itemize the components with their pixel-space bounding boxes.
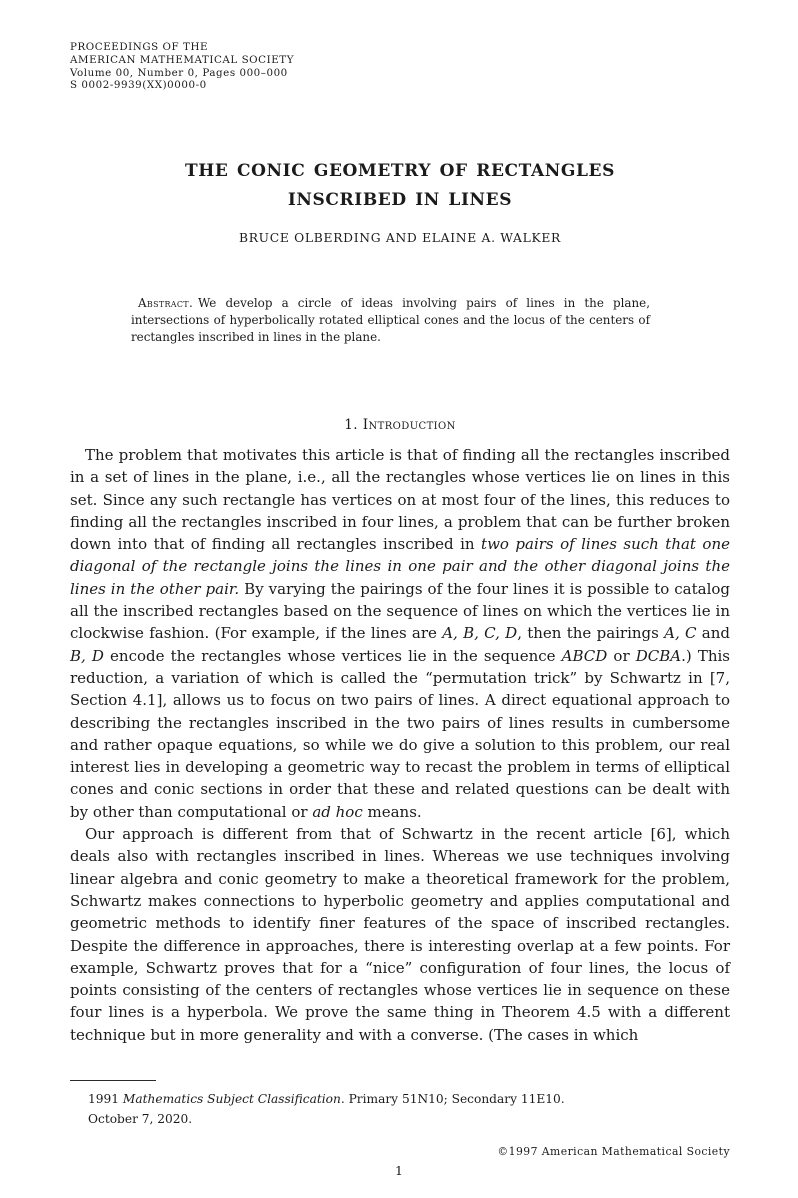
math-segment: ABCD [561, 646, 608, 665]
paper-title-line-2: INSCRIBED IN LINES [287, 190, 513, 211]
math-segment: DCBA [635, 646, 682, 665]
text-segment: Our approach is different from that of Schwartz in the recent article [6], which deals also with rectangles inscribed in lines. Whereas we use techniques involving linear algebra and conic geometry to make a theoretical framework for the problem, Schwartz makes connections to hyperbolic geometry and applies computational and geometric methods to identify finer features of the space of inscribed rectangles. Despite the difference in approaches, there is interesting overlap at a few points. For example, Schwartz proves that for a “nice” configuration of four lines, the locus of points consisting of the centers of rectangles whose vertices lie in sequence on these four lines is a hyperbola. We prove the same thing in Theorem 4.5 with a different technique but in more generality and with a converse. (The cases in which [70, 825, 730, 1044]
abstract [131, 295, 650, 347]
intro-paragraph-2 [70, 823, 730, 1046]
authors-line: BRUCE OLBERDING AND ELAINE A. WALKER [238, 231, 561, 245]
text-segment-italic: two pairs of lines such that one diagonal of the rectangle joins the lines in one pair and the other diagonal joins the lines in the other pair. [70, 535, 730, 598]
journal-volume-line: Volume 00, Number 0, Pages 000–000 [70, 66, 288, 79]
text-segment: .) This reduction, a variation of which is called the “permutation trick” by Schwartz in [7, Section 4.1], allows us to focus on two pairs of lines. A direct equational approach to describing the rectangles inscribed in the two pairs of lines results in cumbersome and rather opaque equations, so while we do give a solution to this problem, our real interest lies in developing a geometric way to recast the problem in terms of elliptical cones and conic sections in order that these and related questions can be dealt with by other than computational or [70, 646, 730, 821]
journal-name-line-2: AMERICAN MATHEMATICAL SOCIETY [70, 53, 295, 66]
journal-name-line-1: PROCEEDINGS OF THE [70, 41, 209, 53]
journal-header [70, 41, 294, 92]
footnote-rule [70, 1080, 156, 1081]
paper-title [70, 157, 730, 215]
text-segment: The problem that motivates this article is that of finding all the rectangles inscribed in a set of lines in the plane, i.e., all the rectangles whose vertices lie on lines in this set. Since any such rectangle has vertices on at most four of the lines, this reduces to finding all the rectangles inscribed in four lines, a problem that can be further broken down into that of finding all rectangles inscribed in [70, 446, 730, 554]
section-number: 1. [344, 417, 359, 433]
footnote-msc-line [70, 1089, 730, 1109]
section-title: Introduction [362, 417, 456, 433]
math-segment: A, C [664, 624, 697, 643]
text-segment: By varying the pairings of the four lines it is possible to catalog all the inscribed rectangles based on the sequence of lines on which the vertices lie in clockwise fashion. (For example, if the lines are [70, 579, 731, 643]
abstract-label: Abstract. [138, 295, 194, 310]
text-segment: means. [362, 802, 422, 821]
intro-paragraph-1 [70, 444, 730, 823]
body-text-column [70, 444, 730, 1046]
page-number: 1 [395, 1163, 403, 1178]
copyright-line: ©1997 American Mathematical Society [497, 1145, 730, 1158]
paper-title-line-1: THE CONIC GEOMETRY OF RECTANGLES [184, 161, 615, 182]
footnote-block [70, 1080, 730, 1129]
abstract-text: We develop a circle of ideas involving pairs of lines in the plane, intersections of hyperbolically rotated elliptical cones and the locus of the centers of rectangles inscribed in lines in the plane. [131, 295, 650, 345]
text-segment: and [696, 624, 730, 643]
footnote-msc-title: Mathematics Subject Classification. [122, 1092, 345, 1106]
footnote-year: 1991 [88, 1092, 123, 1106]
math-segment: B, D [70, 646, 104, 665]
text-segment-italic: ad hoc [312, 802, 363, 821]
footnote-msc-codes: Primary 51N10; Secondary 11E10. [344, 1092, 565, 1106]
text-segment: encode the rectangles whose vertices lie in the sequence [103, 646, 562, 665]
footnote-date-line: October 7, 2020. [88, 1112, 193, 1126]
text-segment: , then the pairings [517, 624, 665, 643]
text-segment: or [607, 646, 636, 665]
math-segment: A, B, C, D [442, 624, 518, 643]
section-heading-introduction [70, 417, 730, 433]
journal-issn-line: S 0002-9939(XX)0000-0 [70, 79, 207, 92]
